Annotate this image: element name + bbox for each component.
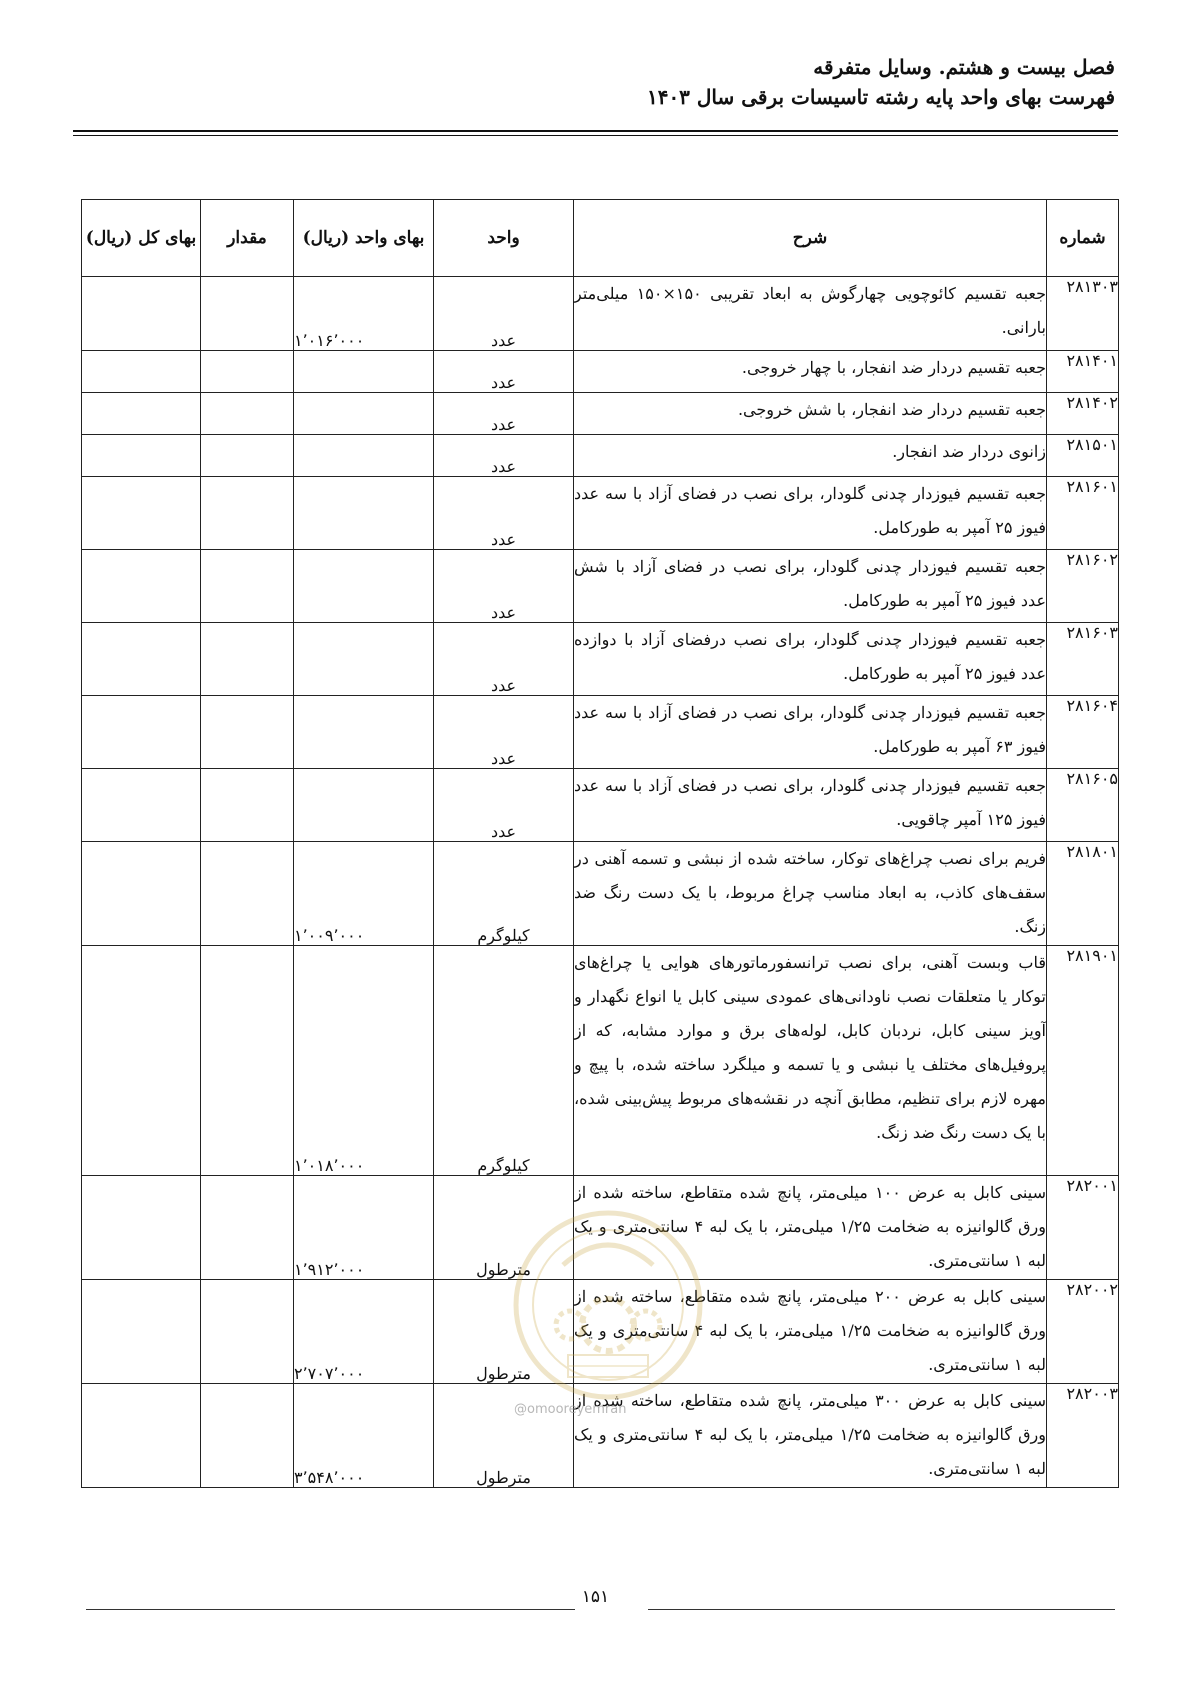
table-row <box>82 769 1119 842</box>
page-number: ۱۵۱ <box>581 1587 610 1607</box>
col-header-unit: واحد <box>434 200 574 277</box>
table-row <box>82 277 1119 351</box>
item-code: ۲۸۱۶۰۳ <box>1047 623 1119 696</box>
item-total <box>82 946 201 1176</box>
item-quantity <box>201 277 294 351</box>
item-unit: عدد <box>434 393 574 435</box>
item-quantity <box>201 769 294 842</box>
item-unit-price: ۱٬۰۱۶٬۰۰۰ <box>294 277 434 351</box>
item-total <box>82 769 201 842</box>
item-unit: عدد <box>434 435 574 477</box>
item-quantity <box>201 550 294 623</box>
col-header-quantity: مقدار <box>201 200 294 277</box>
table-row <box>82 393 1119 435</box>
table-row <box>82 1280 1119 1384</box>
page-header <box>76 52 1115 112</box>
item-unit-price <box>294 393 434 435</box>
item-unit: کیلوگرم <box>434 842 574 946</box>
item-code: ۲۸۱۸۰۱ <box>1047 842 1119 946</box>
item-code: ۲۸۱۹۰۱ <box>1047 946 1119 1176</box>
item-unit: عدد <box>434 696 574 769</box>
item-description: جعبه تقسیم فیوزدار چدنی گلودار، برای نصب درفضای آزاد با دوازده عدد فیوز ۲۵ آمپر به طورکامل. <box>574 623 1047 696</box>
item-total <box>82 393 201 435</box>
item-unit-price <box>294 623 434 696</box>
table-header-row <box>82 200 1119 277</box>
item-unit-price <box>294 769 434 842</box>
table-row <box>82 1384 1119 1488</box>
item-description: سینی کابل به عرض ۱۰۰ میلی‌متر، پانچ شده متقاطع، ساخته شده از ورق گالوانیزه به ضخامت ۱/۲۵ میلی‌متر، با یک لبه ۴ سانتی‌متری و یک لبه ۱ سانتی‌متری. <box>574 1176 1047 1280</box>
table-row <box>82 946 1119 1176</box>
item-unit-price <box>294 550 434 623</box>
item-unit: عدد <box>434 769 574 842</box>
table-row <box>82 1176 1119 1280</box>
item-description: جعبه تقسیم فیوزدار چدنی گلودار، برای نصب در فضای آزاد با سه عدد فیوز ۶۳ آمپر به طورکامل. <box>574 696 1047 769</box>
item-description: سینی کابل به عرض ۲۰۰ میلی‌متر، پانچ شده متقاطع، ساخته شده از ورق گالوانیزه به ضخامت ۱/۲۵ میلی‌متر، با یک لبه ۴ سانتی‌متری و یک لبه ۱ سانتی‌متری. <box>574 1280 1047 1384</box>
item-code: ۲۸۱۶۰۵ <box>1047 769 1119 842</box>
item-description: فریم برای نصب چراغ‌های توکار، ساخته شده از نبشی و تسمه آهنی در سقف‌های کاذب، به ابعاد مناسب چراغ مربوط، با یک دست رنگ ضد زنگ. <box>574 842 1047 946</box>
document-subtitle: فهرست بهای واحد پایه رشته تاسیسات برقی سال ۱۴۰۳ <box>646 85 1115 109</box>
item-description: جعبه تقسیم فیوزدار چدنی گلودار، برای نصب در فضای آزاد با سه عدد فیوز ۱۲۵ آمپر چاقویی. <box>574 769 1047 842</box>
item-total <box>82 1280 201 1384</box>
item-quantity <box>201 1384 294 1488</box>
item-unit-price <box>294 477 434 550</box>
item-unit-price: ۱٬۰۰۹٬۰۰۰ <box>294 842 434 946</box>
item-quantity <box>201 1176 294 1280</box>
col-header-unit-price: بهای واحد (ریال) <box>294 200 434 277</box>
item-unit: عدد <box>434 623 574 696</box>
table-row <box>82 477 1119 550</box>
item-description: جعبه تقسیم فیوزدار چدنی گلودار، برای نصب در فضای آزاد با شش عدد فیوز ۲۵ آمپر به طورکامل. <box>574 550 1047 623</box>
item-unit: مترطول <box>434 1280 574 1384</box>
col-header-total: بهای کل (ریال) <box>82 200 201 277</box>
item-total <box>82 1384 201 1488</box>
item-quantity <box>201 1280 294 1384</box>
item-description: قاب وبست آهنی، برای نصب ترانسفورماتورهای هوایی یا چراغ‌های توکار یا متعلقات نصب ناودانی‌های عمودی سینی کابل یا انواع نگهدار و آویز سینی کابل، نردبان کابل، لوله‌های برق و موارد مشابه، که از پروفیل‌های مختلف یا نبشی و یا تسمه و میلگرد ساخته شده، با پیچ و مهره لازم برای تنظیم، مطابق آنچه در نقشه‌های مربوط پیش‌بینی شده، با یک دست رنگ ضد زنگ. <box>574 946 1047 1176</box>
item-unit-price <box>294 351 434 393</box>
header-rule-thick <box>73 130 1118 132</box>
item-code: ۲۸۱۴۰۱ <box>1047 351 1119 393</box>
item-description: جعبه تقسیم دردار ضد انفجار، با شش خروجی. <box>574 393 1047 435</box>
item-quantity <box>201 393 294 435</box>
item-total <box>82 1176 201 1280</box>
table-row <box>82 623 1119 696</box>
item-description: جعبه تقسیم کائوچویی چهارگوش به ابعاد تقریبی ۱۵۰×۱۵۰ میلی‌متر بارانی. <box>574 277 1047 351</box>
item-unit: مترطول <box>434 1384 574 1488</box>
col-header-code: شماره <box>1047 200 1119 277</box>
item-quantity <box>201 435 294 477</box>
item-unit: مترطول <box>434 1176 574 1280</box>
item-unit-price: ۱٬۹۱۲٬۰۰۰ <box>294 1176 434 1280</box>
item-description: جعبه تقسیم دردار ضد انفجار، با چهار خروجی. <box>574 351 1047 393</box>
item-quantity <box>201 351 294 393</box>
col-header-description: شرح <box>574 200 1047 277</box>
table-row <box>82 435 1119 477</box>
footer-rule-right <box>648 1609 1115 1610</box>
table-row <box>82 550 1119 623</box>
item-code: ۲۸۱۵۰۱ <box>1047 435 1119 477</box>
item-code: ۲۸۱۴۰۲ <box>1047 393 1119 435</box>
footer-rule-left <box>86 1609 575 1610</box>
price-table <box>81 199 1119 1488</box>
item-total <box>82 351 201 393</box>
item-unit: کیلوگرم <box>434 946 574 1176</box>
item-total <box>82 696 201 769</box>
item-quantity <box>201 696 294 769</box>
item-unit: عدد <box>434 550 574 623</box>
item-code: ۲۸۲۰۰۱ <box>1047 1176 1119 1280</box>
item-unit-price: ۳٬۵۴۸٬۰۰۰ <box>294 1384 434 1488</box>
item-quantity <box>201 946 294 1176</box>
item-unit-price: ۲٬۷۰۷٬۰۰۰ <box>294 1280 434 1384</box>
table-row <box>82 351 1119 393</box>
item-unit-price <box>294 435 434 477</box>
watermark-handle: @omooreyemran <box>514 1402 627 1417</box>
item-description: جعبه تقسیم فیوزدار چدنی گلودار، برای نصب در فضای آزاد با سه عدد فیوز ۲۵ آمپر به طورکامل. <box>574 477 1047 550</box>
table-row <box>82 696 1119 769</box>
item-code: ۲۸۱۶۰۲ <box>1047 550 1119 623</box>
item-total <box>82 435 201 477</box>
item-code: ۲۸۲۰۰۳ <box>1047 1384 1119 1488</box>
item-code: ۲۸۲۰۰۲ <box>1047 1280 1119 1384</box>
item-quantity <box>201 623 294 696</box>
header-rule-thin <box>73 135 1118 136</box>
item-description: زانوی دردار ضد انفجار. <box>574 435 1047 477</box>
chapter-title: فصل بیست و هشتم. وسایل متفرقه <box>813 55 1115 79</box>
item-unit: عدد <box>434 277 574 351</box>
item-total <box>82 277 201 351</box>
item-quantity <box>201 477 294 550</box>
item-unit-price: ۱٬۰۱۸٬۰۰۰ <box>294 946 434 1176</box>
item-unit-price <box>294 696 434 769</box>
item-total <box>82 842 201 946</box>
item-unit: عدد <box>434 351 574 393</box>
table-row <box>82 842 1119 946</box>
item-total <box>82 550 201 623</box>
item-unit: عدد <box>434 477 574 550</box>
item-quantity <box>201 842 294 946</box>
item-total <box>82 623 201 696</box>
item-description: سینی کابل به عرض ۳۰۰ میلی‌متر، پانچ شده متقاطع، ساخته شده از ورق گالوانیزه به ضخامت ۱/۲۵ میلی‌متر، با یک لبه ۴ سانتی‌متری و یک لبه ۱ سانتی‌متری. <box>574 1384 1047 1488</box>
item-code: ۲۸۱۳۰۳ <box>1047 277 1119 351</box>
item-code: ۲۸۱۶۰۴ <box>1047 696 1119 769</box>
item-total <box>82 477 201 550</box>
item-code: ۲۸۱۶۰۱ <box>1047 477 1119 550</box>
